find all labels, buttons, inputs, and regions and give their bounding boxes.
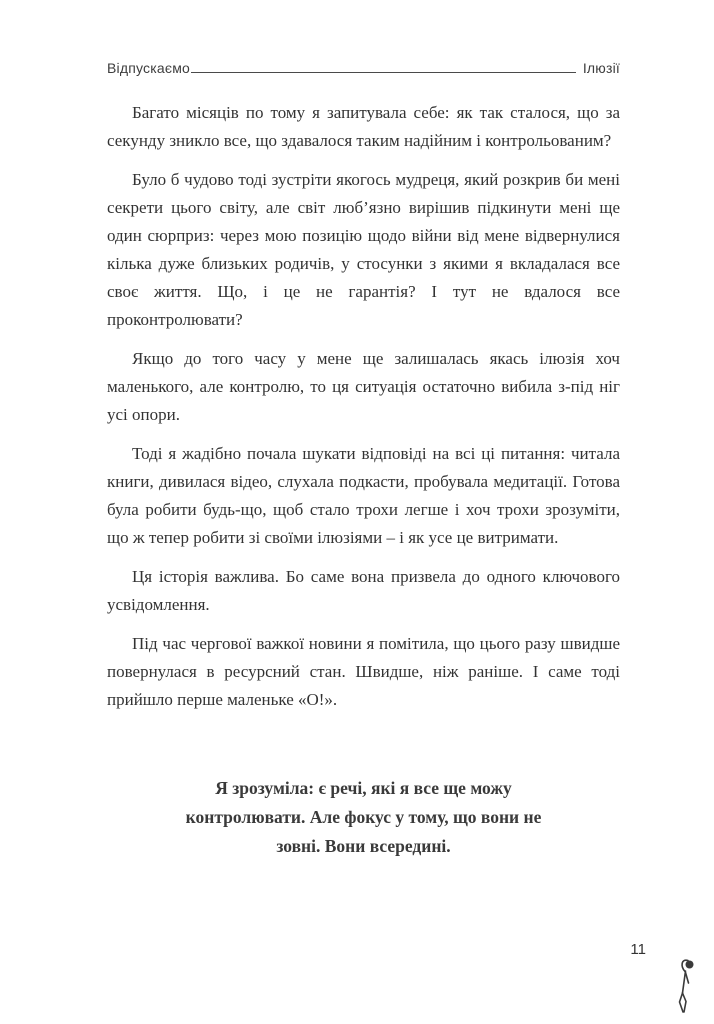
running-head-right: Ілюзії (582, 60, 620, 76)
stick-figure-icon (675, 956, 705, 1014)
key-insight-quote: Я зрозуміла: є речі, які я все ще можу контролювати. Але фокус у тому, що вони не зовні. Вони всередині. (185, 778, 542, 856)
running-head-left: Відпускаємо (107, 60, 191, 76)
paragraph: Було б чудово тоді зустріти якогось мудреця, який розкрив би мені секрети цього світу, але світ люб’язно вирішив підкинути мені ще один сюрприз: через мою позицію щодо війни від мене відвернулися кілька дуже близьких родичів, у стосунки з якими я вкладалася все своє життя. Що, і це не гарантія? І тут не вдалося все проконтролювати? (107, 170, 620, 329)
paragraph: Якщо до того часу у мене ще залишалась якась ілюзія хоч маленького, але контролю, то ця ситуація остаточно вибила з-під ніг усі опори. (107, 349, 620, 424)
paragraph: Тоді я жадібно почала шукати відповіді на всі ці питання: читала книги, дивилася відео, слухала подкасти, пробувала медитації. Готова була робити будь-що, щоб стало трохи легше і хоч трохи зрозуміти, що ж тепер робити зі своїми ілюзіями – і як усе це витримати. (107, 444, 620, 547)
paragraph: Багато місяців по тому я запитувала себе: як так сталося, що за секунду зникло все, що здавалося таким надійним і контрольованим? (107, 103, 620, 150)
paragraph: Під час чергової важкої новини я помітила, що цього разу швидше повернулася в ресурсний стан. Швидше, ніж раніше. І саме тоді прийшло перше маленьке «О!». (107, 634, 620, 709)
body-text (107, 99, 620, 714)
page-number: 11 (630, 941, 646, 958)
running-head (107, 60, 620, 76)
running-head-rule (191, 72, 576, 73)
paragraph: Ця історія важлива. Бо саме вона призвела до одного ключового усвідомлення. (107, 567, 620, 614)
